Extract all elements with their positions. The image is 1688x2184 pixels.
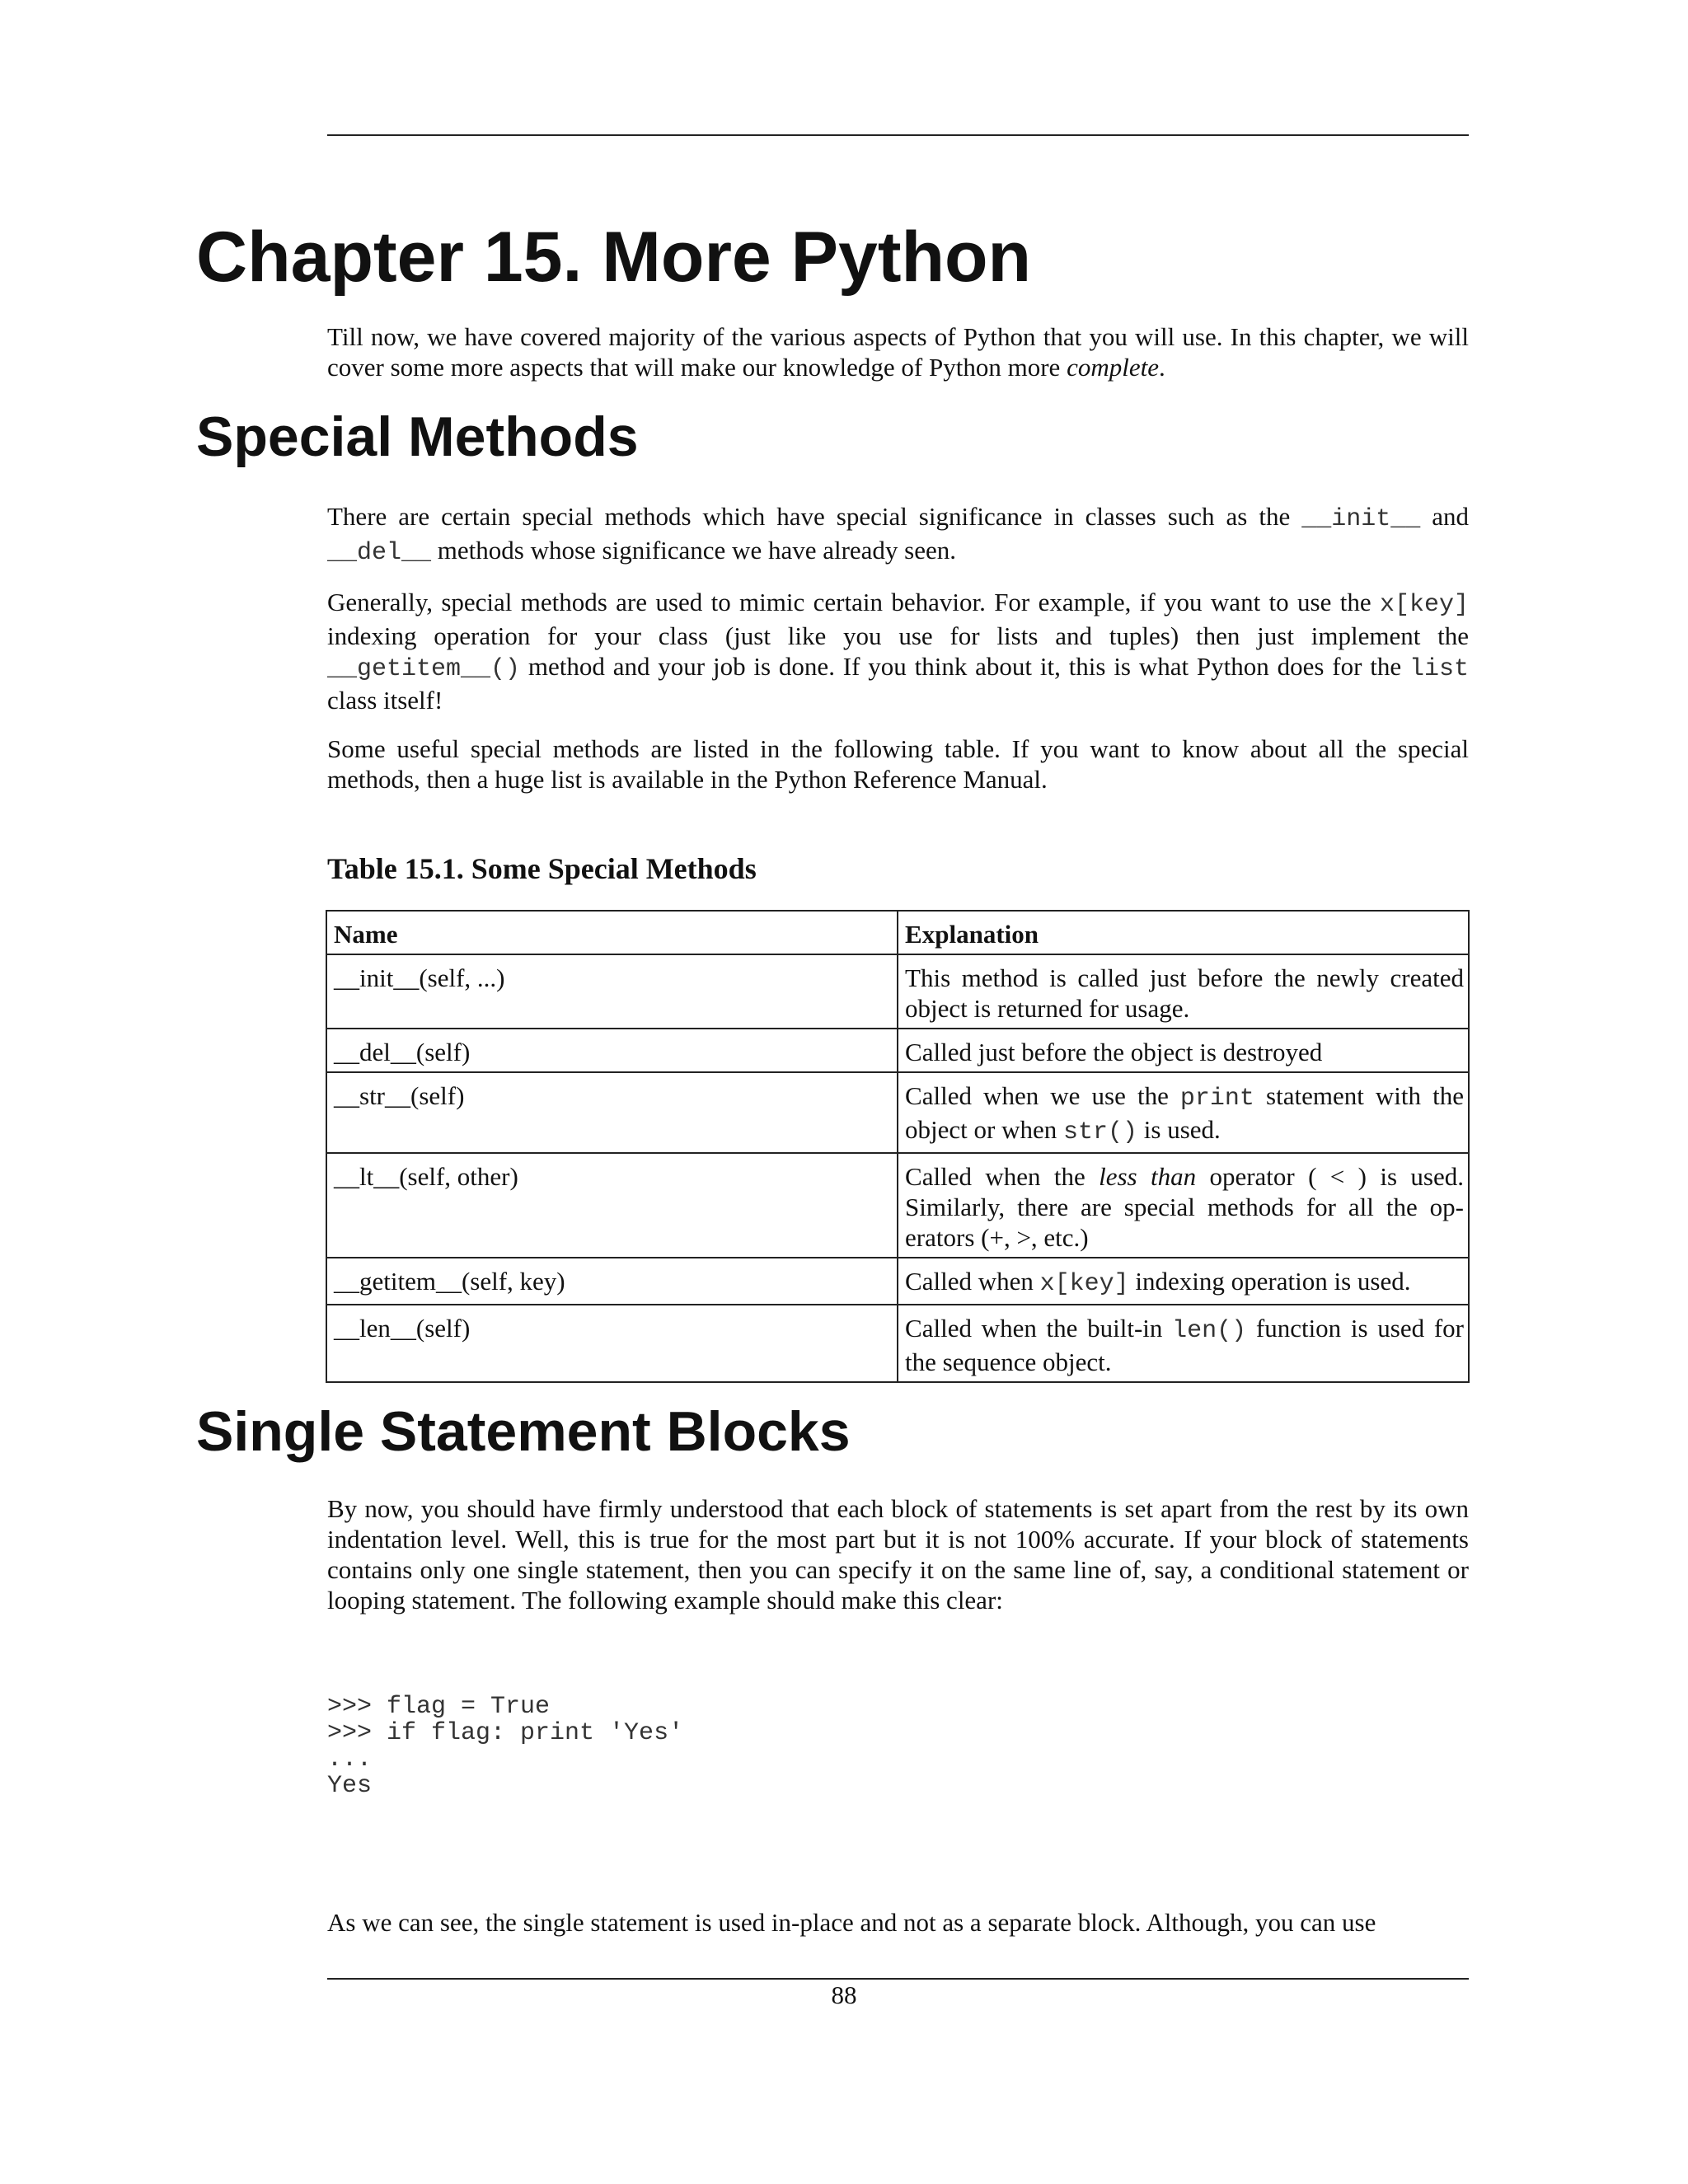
intro-end: . <box>1158 353 1165 382</box>
section-heading-special-methods: Special Methods <box>196 405 639 468</box>
intro-emphasis: complete <box>1067 353 1159 382</box>
text-segment: indexing operation for your class (just like you use for lists and tuples) then just implement the <box>327 621 1469 650</box>
text-segment: statement with the object or when <box>905 1081 1464 1144</box>
explanation-cell <box>898 1258 1469 1305</box>
text-segment: Called when the <box>905 1162 1100 1191</box>
text-segment: is used. <box>1137 1115 1221 1144</box>
header-rule <box>327 134 1469 136</box>
table-row <box>326 1258 1469 1305</box>
special-methods-paragraph-1 <box>327 501 1469 569</box>
special-methods-paragraph-2 <box>327 587 1469 715</box>
column-header-name: Name <box>326 911 898 954</box>
method-name-cell: __str__(self) <box>326 1072 898 1153</box>
text-segment: class itself! <box>327 686 443 715</box>
chapter-title: Chapter 15. More Python <box>196 218 1032 297</box>
table-row <box>326 1305 1469 1382</box>
table-caption: Table 15.1. Some Special Methods <box>327 852 757 885</box>
text-segment: operator ( < ) is used. Similarly, there are special methods for all the operators (+, >, etc.) <box>905 1162 1464 1252</box>
text-segment: Called when we use the <box>905 1081 1180 1110</box>
explanation-cell <box>898 1029 1469 1072</box>
method-name-cell: __init__(self, ...) <box>326 954 898 1029</box>
text-segment: Called when the built-in <box>905 1314 1173 1343</box>
text-segment: and <box>1420 502 1469 531</box>
table-row <box>326 954 1469 1029</box>
text-segment: function is used for the sequence object. <box>905 1314 1464 1376</box>
intro-paragraph <box>327 321 1469 382</box>
table-row <box>326 1153 1469 1258</box>
code-example: >>> flag = True >>> if flag: print 'Yes' ... Yes <box>327 1693 684 1800</box>
explanation-cell <box>898 954 1469 1029</box>
text-segment: Called just before the object is destroyed <box>905 1038 1323 1066</box>
single-statement-paragraph: By now, you should have firmly understood that each block of statements is set apart from the rest by its own indentation level. Well, this is true for the most part but it is not 100% accurate. If your block of statements contains only one single statement, then you can specify it on the same line of, say, a conditional statement or looping statement. The following example should make this clear: <box>327 1494 1469 1615</box>
text-segment: method and your job is done. If you think about it, this is what Python does for the <box>520 652 1409 681</box>
inline-code: __getitem__() <box>327 655 521 683</box>
explanation-cell <box>898 1153 1469 1258</box>
special-methods-table <box>326 910 1470 1383</box>
table-header-row <box>326 911 1469 954</box>
inline-code: x[key] <box>1379 591 1469 619</box>
text-segment: Called when <box>905 1267 1040 1296</box>
explanation-cell <box>898 1305 1469 1382</box>
method-name-cell: __getitem__(self, key) <box>326 1258 898 1305</box>
inline-code: str() <box>1063 1118 1138 1146</box>
text-segment: There are certain special methods which have special significance in classes such as the <box>327 502 1302 531</box>
text-segment: indexing operation is used. <box>1128 1267 1411 1296</box>
method-name-cell: __lt__(self, other) <box>326 1153 898 1258</box>
inline-code: len() <box>1172 1317 1247 1345</box>
inline-code: __del__ <box>327 539 432 567</box>
page-number: 88 <box>831 1980 857 2009</box>
method-name-cell: __del__(self) <box>326 1029 898 1072</box>
inline-code: list <box>1409 655 1469 683</box>
closing-paragraph: As we can see, the single statement is used in-place and not as a separate block. Although, you can use <box>327 1908 1376 1937</box>
section-heading-single-statement-blocks: Single Statement Blocks <box>196 1400 851 1463</box>
text-segment: This method is called just before the newly created object is returned for usage. <box>905 963 1464 1023</box>
inline-code: __init__ <box>1301 505 1421 533</box>
special-methods-paragraph-3: Some useful special methods are listed in the following table. If you want to know about all the special methods, then a huge list is available in the Python Reference Manual. <box>327 734 1469 794</box>
text-segment: Generally, special methods are used to mimic certain behavior. For example, if you want to use the <box>327 588 1380 616</box>
method-name-cell: __len__(self) <box>326 1305 898 1382</box>
intro-text: Till now, we have covered majority of the various aspects of Python that you will use. In this chapter, we will cover some more aspects that will make our knowledge of Python more <box>327 322 1469 382</box>
text-segment: methods whose significance we have already seen. <box>431 536 957 565</box>
table-row <box>326 1072 1469 1153</box>
table-row <box>326 1029 1469 1072</box>
emphasis-text: less than <box>1099 1162 1197 1191</box>
inline-code: x[key] <box>1039 1270 1129 1298</box>
explanation-cell <box>898 1072 1469 1153</box>
inline-code: print <box>1179 1085 1254 1113</box>
column-header-explanation: Explanation <box>898 911 1469 954</box>
